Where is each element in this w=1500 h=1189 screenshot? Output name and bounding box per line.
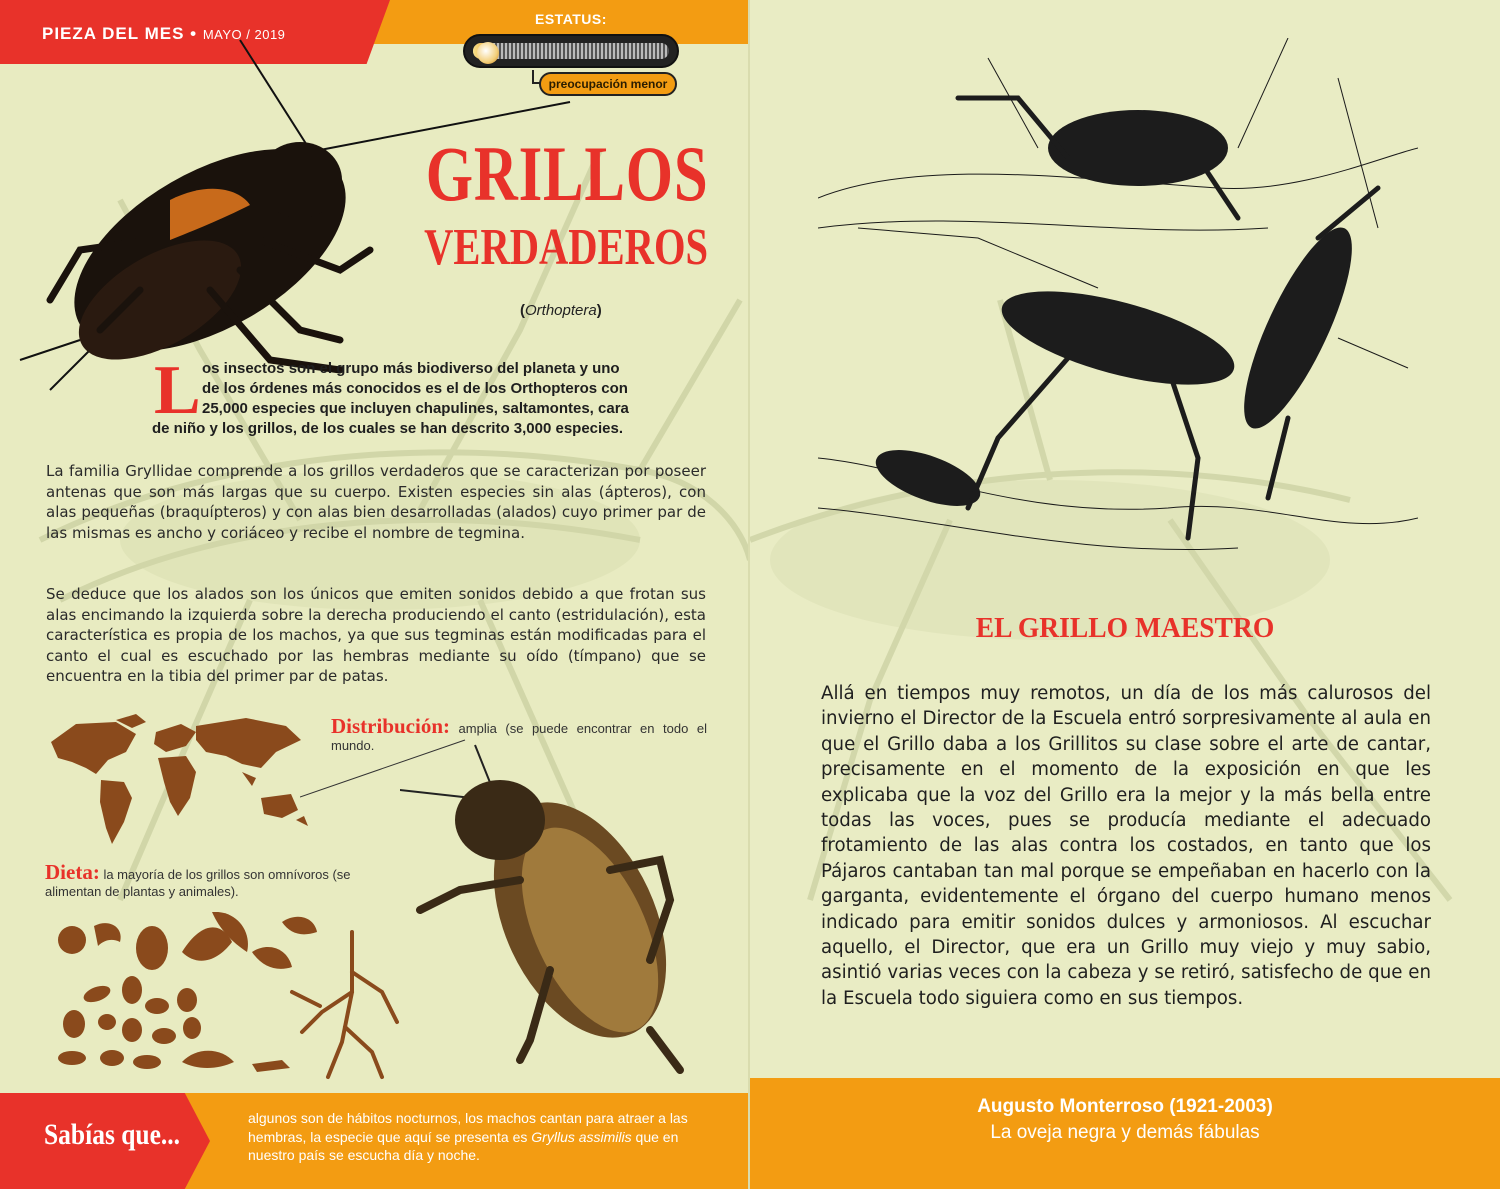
body-paragraph-sound: Se deduce que los alados son los únicos que emiten sonidos debido a que frotan sus alas encimando la izquierda sobre la derecha produciendo el canto (estridulación), esta característica es propia de los machos, ya que sus tegminas están modificadas para el canto el cual es escuchado por las hembras mediante su oído (tímpano) que se encuentra en la tibia del primer par de patas. [46,585,706,685]
status-value-badge: preocupación menor [539,72,677,96]
page-title-line2: VERDADEROS [424,219,708,276]
right-page [750,0,1500,1189]
diet-icons-illustration [52,912,412,1082]
fable-text: Allá en tiempos muy remotos, un día de los más calurosos del invierno el Director de la Escuela entró sorpresivamente al aula en que el Grillo daba a los Grillitos su clase sobre el arte de cantar, precisamente en el momento de la exposición en que les explicaba que la voz del Grillo era la mejor y la más bella entre todas las voces, pues se producía mediante el adecuado frotamiento de las alas contra los costados, en tanto que los Pájaros cantaban tan mal porque se empeñaban en hacerlo con la garganta, evidentemente el órgano del cuerpo humano menos indicado para emitir sonidos dulces y armoniosos. Al escuchar aquello, el Director, que era un Grillo muy viejo y muy sabio, asintió varias veces con la cabeza y se retiró, satisfecho de que en la Escuela todo siguiera como en sus tiempos. [821,683,1431,1009]
world-map-icon [46,712,316,852]
dropcap-letter: L [154,352,201,429]
diet-label: Dieta: [45,860,100,884]
fable-book: La oveja negra y demás fábulas [990,1122,1260,1143]
did-you-know-text: algunos son de hábitos nocturnos, los machos cantan para atraer a las hembras, la especie que aquí se presenta es Gryllus assimilis que en nuestro país se escucha día y noche. [248,1110,688,1163]
page-title-line1: GRILLOS [425,130,708,217]
body-paragraph-family: La familia Gryllidae comprende a los grillos verdaderos que se caracterizan por poseer antenas que son más largas que su cuerpo. Existen especies sin alas (ápteros), con alas pequeñas (braquípteros) y con alas bien desarrolladas (alados) cuyo primer par de las mismas es ancho y coriáceo y recibe el nombre de tegmina. [46,462,706,542]
header-date: MAYO / 2019 [202,27,286,42]
header-section-label: PIEZA DEL MES • MAYO / 2019 [42,24,286,43]
status-label: ESTATUS: [535,11,607,27]
intro-paragraph: os insectos son el grupo más biodiverso del planeta y uno de los órdenes más conocidos es el de los Orthopteros con 25,000 especies que incluyen chapulines, saltamontes, cara de niño y los grillos, de los cuales se han descrito 3,000 especies. [152,360,629,437]
fable-author: Augusto Monterroso (1921-2003) [977,1096,1273,1117]
did-you-know-label: Sabías que... [44,1118,181,1151]
brown-cricket-photo [400,740,730,1080]
fable-title: EL GRILLO MAESTRO [975,612,1275,644]
cricket-engraving-illustration [818,38,1418,563]
scientific-name: (Orthoptera) [520,302,602,319]
diet-text: la mayoría de los grillos son omnívoros (se alimentan de plantas y animales). [45,867,351,899]
distribution-text: amplia (se puede encontrar en todo el mundo. [331,721,707,753]
diet-info [45,860,405,900]
distribution-label: Distribución: [331,714,451,738]
